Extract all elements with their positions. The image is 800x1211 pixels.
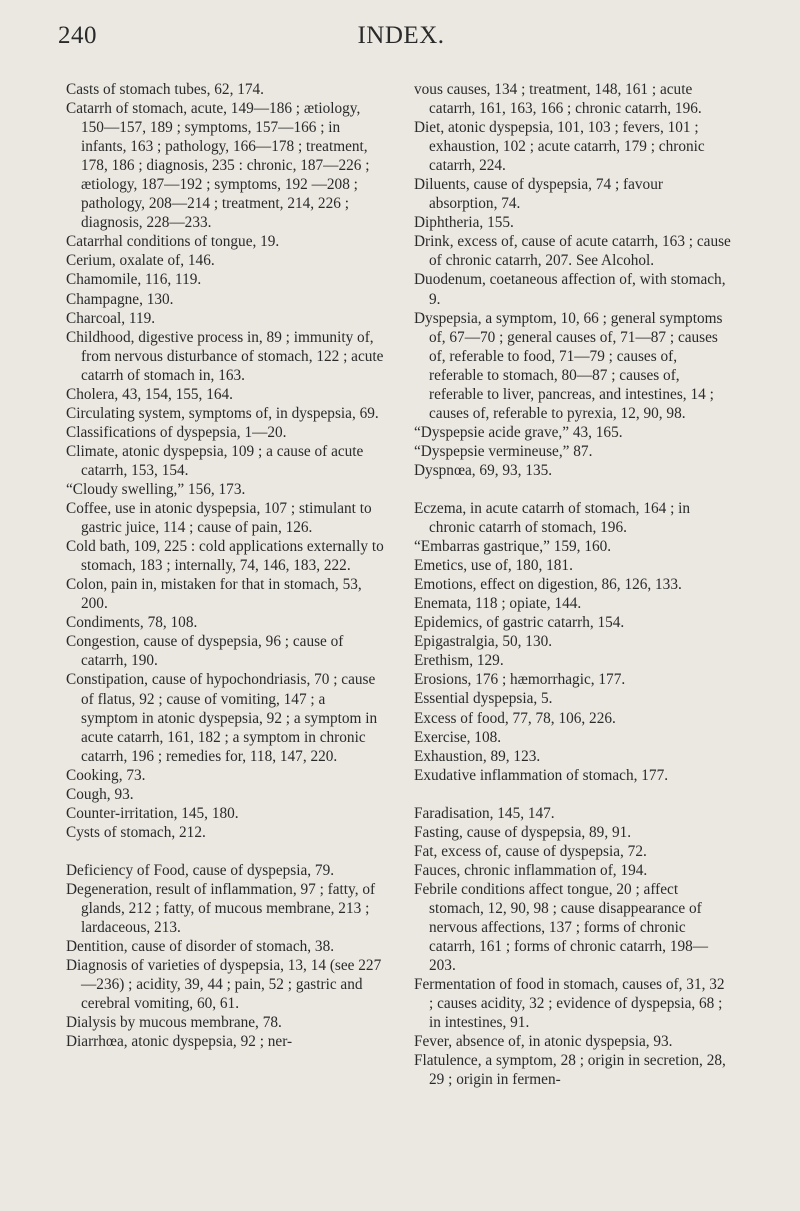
index-entry: Drink, excess of, cause of acute catarrh, 163 ; cause of chronic catarrh, 207. See Alcohol.: [414, 233, 731, 270]
index-entry: Dialysis by mucous membrane, 78.: [66, 1014, 282, 1032]
index-entry: Dentition, cause of disorder of stomach, 38.: [66, 938, 335, 956]
index-entry: Emotions, effect on digestion, 86, 126, 133.: [414, 576, 682, 594]
index-entry: Fat, excess of, cause of dyspepsia, 72.: [414, 842, 647, 860]
index-entry: Fasting, cause of dyspepsia, 89, 91.: [414, 823, 632, 841]
index-entry: Epigastralgia, 50, 130.: [414, 633, 553, 651]
index-entry: Excess of food, 77, 78, 106, 226.: [414, 709, 616, 727]
index-entry: Flatulence, a symptom, 28 ; origin in secretion, 28, 29 ; origin in fermen-: [414, 1052, 726, 1089]
index-entry: Condiments, 78, 108.: [66, 614, 198, 632]
index-entry: Catarrh of stomach, acute, 149—186 ; ætiology, 150—157, 189 ; symptoms, 157—166 ; in infants, 163 ; pathology, 166—178 ; treatment, 178, 186 ; diagnosis, 235 : chronic, 187—226 ; ætiology, 187—192 ; symptoms, 192 —208 ; pathology, 208—214 ; treatment, 214, 226 ; diagnosis, 228—233.: [66, 100, 370, 232]
index-entry: “Dyspepsie vermineuse,” 87.: [414, 442, 593, 460]
index-entry: vous causes, 134 ; treatment, 148, 161 ; acute catarrh, 161, 163, 166 ; chronic catarrh, 196.: [414, 81, 702, 118]
index-entry-section-start: Faradisation, 145, 147.: [414, 804, 555, 822]
index-entry: Cooking, 73.: [66, 766, 146, 784]
index-entry: Classifications of dyspepsia, 1—20.: [66, 423, 287, 441]
index-entry: Emetics, use of, 180, 181.: [414, 557, 573, 575]
index-entry: Erosions, 176 ; hæmorrhagic, 177.: [414, 671, 626, 689]
page-header: [58, 22, 744, 58]
index-entry: Champagne, 130.: [66, 290, 174, 308]
index-entry-section-start: Deficiency of Food, cause of dyspepsia, 79.: [66, 861, 335, 879]
index-entry: Counter-irritation, 145, 180.: [66, 804, 239, 822]
index-entry: Chamomile, 116, 119.: [66, 271, 202, 289]
page-number: 240: [58, 22, 97, 49]
index-entry: Diluents, cause of dyspepsia, 74 ; favour absorption, 74.: [414, 176, 663, 213]
index-entry: Enemata, 118 ; opiate, 144.: [414, 595, 582, 613]
index-entry: Dyspnœa, 69, 93, 135.: [414, 461, 553, 479]
index-entry: Exudative inflammation of stomach, 177.: [414, 766, 669, 784]
index-entry: Exhaustion, 89, 123.: [414, 747, 541, 765]
index-entry: Diagnosis of varieties of dyspepsia, 13, 14 (see 227—236) ; acidity, 39, 44 ; pain, 52 ; gastric and cerebral vomiting, 60, 61.: [66, 957, 382, 1013]
index-entry: Cold bath, 109, 225 : cold applications externally to stomach, 183 ; internally, 74, 146, 183, 222.: [66, 538, 384, 575]
index-entry: “Dyspepsie acide grave,” 43, 165.: [414, 423, 623, 441]
index-entry: Cysts of stomach, 212.: [66, 823, 206, 841]
right-column: [414, 80, 732, 1089]
index-entry: Fever, absence of, in atonic dyspepsia, 93.: [414, 1033, 673, 1051]
index-entry: “Embarras gastrique,” 159, 160.: [414, 538, 612, 556]
index-entry: Diet, atonic dyspepsia, 101, 103 ; fevers, 101 ; exhaustion, 102 ; acute catarrh, 179 ; chronic catarrh, 224.: [414, 119, 705, 175]
index-entry: Climate, atonic dyspepsia, 109 ; a cause of acute catarrh, 153, 154.: [66, 442, 364, 479]
index-entry: Duodenum, coetaneous affection of, with stomach, 9.: [414, 271, 726, 308]
index-entry: Congestion, cause of dyspepsia, 96 ; cause of catarrh, 190.: [66, 633, 344, 670]
index-entry: Catarrhal conditions of tongue, 19.: [66, 233, 280, 251]
index-entry: Cough, 93.: [66, 785, 134, 803]
index-entry: Essential dyspepsia, 5.: [414, 690, 553, 708]
index-entry: Fauces, chronic inflammation of, 194.: [414, 861, 648, 879]
index-entry: Febrile conditions affect tongue, 20 ; affect stomach, 12, 90, 98 ; cause disappearance of nervous affections, 137 ; forms of chronic catarrh, 161 ; forms of chronic catarrh, 198—203.: [414, 880, 709, 975]
index-entry: Degeneration, result of inflammation, 97 ; fatty, of glands, 212 ; fatty, of mucous membrane, 213 ; lardaceous, 213.: [66, 880, 376, 937]
left-column: [66, 80, 384, 1051]
index-entry: Diphtheria, 155.: [414, 214, 514, 232]
index-entry-section-start: Eczema, in acute catarrh of stomach, 164 ; in chronic catarrh of stomach, 196.: [414, 499, 691, 537]
index-entry: Constipation, cause of hypochondriasis, 70 ; cause of flatus, 92 ; cause of vomiting, 147 ; a symptom in atonic dyspepsia, 92 ; a symptom in acute catarrh, 161, 182 ; a symptom in chronic catarrh, 196 ; remedies for, 118, 147, 220.: [66, 671, 378, 765]
index-entry: “Cloudy swelling,” 156, 173.: [66, 480, 246, 498]
index-entry: Colon, pain in, mistaken for that in stomach, 53, 200.: [66, 576, 362, 613]
index-entry: Casts of stomach tubes, 62, 174.: [66, 81, 264, 98]
index-entry: Epidemics, of gastric catarrh, 154.: [414, 614, 625, 632]
index-entry: Coffee, use in atonic dyspepsia, 107 ; stimulant to gastric juice, 114 ; cause of pain, 126.: [66, 500, 372, 537]
index-entry: Childhood, digestive process in, 89 ; immunity of, from nervous disturbance of stomach, 122 ; acute catarrh of stomach in, 163.: [66, 328, 384, 384]
index-entry: Exercise, 108.: [414, 728, 502, 746]
index-entry: Charcoal, 119.: [66, 309, 156, 327]
index-entry: Fermentation of food in stomach, causes of, 31, 32 ; causes acidity, 32 ; evidence of dyspepsia, 68 ; in intestines, 91.: [414, 976, 725, 1032]
index-entry: Circulating system, symptoms of, in dyspepsia, 69.: [66, 404, 379, 422]
running-title: INDEX.: [357, 22, 445, 49]
index-entry: Erethism, 129.: [414, 652, 504, 670]
index-entry: Cerium, oxalate of, 146.: [66, 252, 215, 270]
index-entry: Cholera, 43, 154, 155, 164.: [66, 385, 233, 403]
index-entry: Dyspepsia, a symptom, 10, 66 ; general symptoms of, 67—70 ; general causes of, 71—87 ; causes of, referable to food, 71—79 ; causes of, referable to stomach, 80—87 ; causes of, referable to liver, pancreas, and intestines, 14 ; causes of, referable to pyrexia, 12, 90, 98.: [414, 309, 723, 422]
index-entry: Diarrhœa, atonic dyspepsia, 92 ; ner-: [66, 1033, 293, 1051]
